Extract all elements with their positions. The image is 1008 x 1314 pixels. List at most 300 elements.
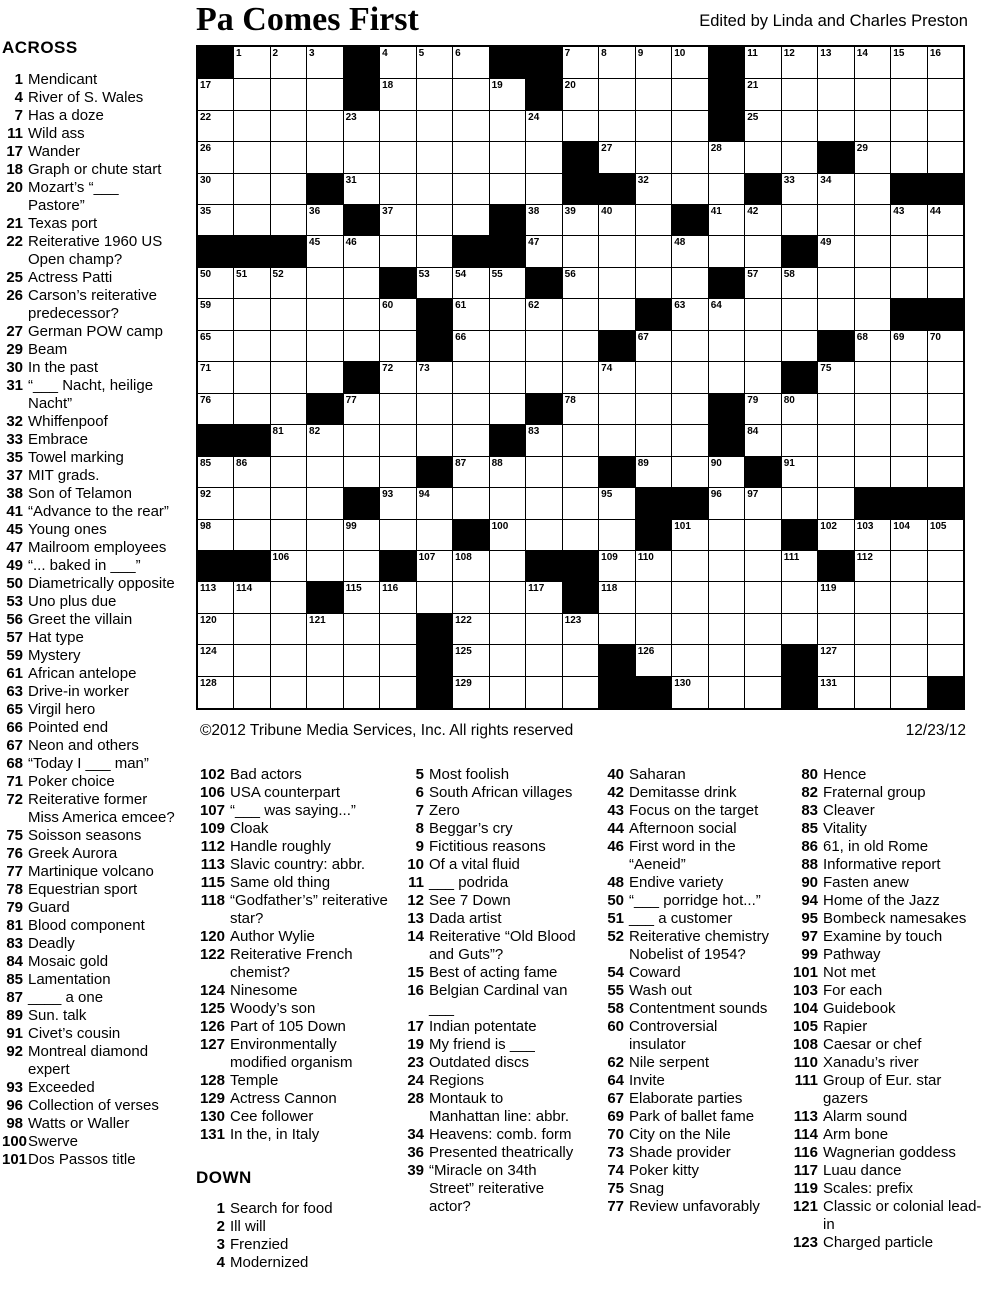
grid-cell[interactable] bbox=[745, 46, 782, 79]
grid-cell[interactable] bbox=[562, 488, 599, 519]
grid-cell[interactable] bbox=[307, 362, 344, 393]
grid-cell[interactable] bbox=[453, 456, 490, 487]
grid-cell[interactable] bbox=[891, 46, 928, 79]
grid-cell[interactable] bbox=[635, 236, 672, 267]
grid-cell[interactable] bbox=[416, 488, 453, 519]
grid-cell[interactable] bbox=[416, 173, 453, 204]
grid-cell[interactable] bbox=[781, 79, 818, 110]
grid-cell[interactable] bbox=[927, 393, 964, 424]
grid-cell[interactable] bbox=[672, 519, 709, 550]
grid-cell[interactable] bbox=[635, 645, 672, 676]
grid-cell[interactable] bbox=[343, 330, 380, 361]
grid-cell[interactable] bbox=[307, 613, 344, 644]
grid-cell[interactable] bbox=[891, 645, 928, 676]
grid-cell[interactable] bbox=[270, 142, 307, 173]
grid-cell[interactable] bbox=[197, 393, 234, 424]
grid-cell[interactable] bbox=[307, 488, 344, 519]
grid-cell[interactable] bbox=[891, 613, 928, 644]
grid-cell[interactable] bbox=[854, 393, 891, 424]
grid-cell[interactable] bbox=[672, 550, 709, 581]
grid-cell[interactable] bbox=[927, 613, 964, 644]
grid-cell[interactable] bbox=[453, 330, 490, 361]
grid-cell[interactable] bbox=[781, 393, 818, 424]
grid-cell[interactable] bbox=[343, 456, 380, 487]
grid-cell[interactable] bbox=[234, 488, 271, 519]
grid-cell[interactable] bbox=[672, 676, 709, 709]
grid-cell[interactable] bbox=[489, 142, 526, 173]
grid-cell[interactable] bbox=[708, 488, 745, 519]
grid-cell[interactable] bbox=[927, 519, 964, 550]
grid-cell[interactable] bbox=[270, 393, 307, 424]
grid-cell[interactable] bbox=[854, 330, 891, 361]
grid-cell[interactable] bbox=[708, 204, 745, 235]
grid-cell[interactable] bbox=[270, 550, 307, 581]
grid-cell[interactable] bbox=[891, 204, 928, 235]
grid-cell[interactable] bbox=[708, 456, 745, 487]
grid-cell[interactable] bbox=[781, 330, 818, 361]
grid-cell[interactable] bbox=[380, 173, 417, 204]
grid-cell[interactable] bbox=[307, 519, 344, 550]
grid-cell[interactable] bbox=[416, 46, 453, 79]
grid-cell[interactable] bbox=[599, 425, 636, 456]
grid-cell[interactable] bbox=[672, 142, 709, 173]
grid-cell[interactable] bbox=[416, 519, 453, 550]
grid-cell[interactable] bbox=[489, 267, 526, 298]
grid-cell[interactable] bbox=[562, 204, 599, 235]
grid-cell[interactable] bbox=[672, 173, 709, 204]
grid-cell[interactable] bbox=[672, 110, 709, 141]
grid-cell[interactable] bbox=[489, 79, 526, 110]
grid-cell[interactable] bbox=[927, 645, 964, 676]
grid-cell[interactable] bbox=[854, 79, 891, 110]
grid-cell[interactable] bbox=[234, 267, 271, 298]
grid-cell[interactable] bbox=[343, 519, 380, 550]
grid-cell[interactable] bbox=[927, 236, 964, 267]
grid-cell[interactable] bbox=[891, 393, 928, 424]
grid-cell[interactable] bbox=[854, 173, 891, 204]
grid-cell[interactable] bbox=[453, 142, 490, 173]
grid-cell[interactable] bbox=[453, 582, 490, 613]
grid-cell[interactable] bbox=[891, 110, 928, 141]
grid-cell[interactable] bbox=[818, 173, 855, 204]
grid-cell[interactable] bbox=[599, 299, 636, 330]
grid-cell[interactable] bbox=[380, 362, 417, 393]
grid-cell[interactable] bbox=[489, 173, 526, 204]
grid-cell[interactable] bbox=[562, 362, 599, 393]
grid-cell[interactable] bbox=[854, 236, 891, 267]
grid-cell[interactable] bbox=[854, 267, 891, 298]
grid-cell[interactable] bbox=[343, 613, 380, 644]
grid-cell[interactable] bbox=[562, 46, 599, 79]
grid-cell[interactable] bbox=[818, 204, 855, 235]
grid-cell[interactable] bbox=[927, 267, 964, 298]
grid-cell[interactable] bbox=[562, 456, 599, 487]
grid-cell[interactable] bbox=[343, 550, 380, 581]
grid-cell[interactable] bbox=[489, 676, 526, 709]
grid-cell[interactable] bbox=[927, 550, 964, 581]
grid-cell[interactable] bbox=[197, 299, 234, 330]
grid-cell[interactable] bbox=[453, 110, 490, 141]
grid-cell[interactable] bbox=[927, 425, 964, 456]
grid-cell[interactable] bbox=[270, 582, 307, 613]
grid-cell[interactable] bbox=[343, 676, 380, 709]
grid-cell[interactable] bbox=[927, 204, 964, 235]
grid-cell[interactable] bbox=[380, 645, 417, 676]
grid-cell[interactable] bbox=[599, 362, 636, 393]
grid-cell[interactable] bbox=[489, 110, 526, 141]
grid-cell[interactable] bbox=[453, 79, 490, 110]
grid-cell[interactable] bbox=[854, 582, 891, 613]
grid-cell[interactable] bbox=[526, 362, 563, 393]
grid-cell[interactable] bbox=[745, 425, 782, 456]
grid-cell[interactable] bbox=[234, 110, 271, 141]
grid-cell[interactable] bbox=[270, 267, 307, 298]
grid-cell[interactable] bbox=[854, 425, 891, 456]
grid-cell[interactable] bbox=[453, 362, 490, 393]
grid-cell[interactable] bbox=[234, 299, 271, 330]
grid-cell[interactable] bbox=[234, 173, 271, 204]
grid-cell[interactable] bbox=[453, 267, 490, 298]
grid-cell[interactable] bbox=[927, 110, 964, 141]
grid-cell[interactable] bbox=[599, 79, 636, 110]
grid-cell[interactable] bbox=[416, 79, 453, 110]
grid-cell[interactable] bbox=[526, 330, 563, 361]
grid-cell[interactable] bbox=[234, 645, 271, 676]
grid-cell[interactable] bbox=[745, 550, 782, 581]
grid-cell[interactable] bbox=[380, 582, 417, 613]
grid-cell[interactable] bbox=[599, 236, 636, 267]
grid-cell[interactable] bbox=[197, 204, 234, 235]
grid-cell[interactable] bbox=[526, 142, 563, 173]
grid-cell[interactable] bbox=[197, 676, 234, 709]
grid-cell[interactable] bbox=[635, 362, 672, 393]
grid-cell[interactable] bbox=[891, 236, 928, 267]
grid-cell[interactable] bbox=[635, 46, 672, 79]
grid-cell[interactable] bbox=[891, 362, 928, 393]
grid-cell[interactable] bbox=[307, 46, 344, 79]
grid-cell[interactable] bbox=[526, 645, 563, 676]
grid-cell[interactable] bbox=[307, 330, 344, 361]
grid-cell[interactable] bbox=[489, 362, 526, 393]
grid-cell[interactable] bbox=[635, 142, 672, 173]
grid-cell[interactable] bbox=[343, 110, 380, 141]
grid-cell[interactable] bbox=[526, 676, 563, 709]
grid-cell[interactable] bbox=[635, 613, 672, 644]
grid-cell[interactable] bbox=[270, 519, 307, 550]
grid-cell[interactable] bbox=[562, 519, 599, 550]
grid-cell[interactable] bbox=[197, 267, 234, 298]
grid-cell[interactable] bbox=[343, 582, 380, 613]
grid-cell[interactable] bbox=[453, 393, 490, 424]
grid-cell[interactable] bbox=[197, 142, 234, 173]
grid-cell[interactable] bbox=[197, 613, 234, 644]
grid-cell[interactable] bbox=[234, 79, 271, 110]
grid-cell[interactable] bbox=[380, 204, 417, 235]
grid-cell[interactable] bbox=[270, 330, 307, 361]
grid-cell[interactable] bbox=[672, 393, 709, 424]
grid-cell[interactable] bbox=[416, 393, 453, 424]
grid-cell[interactable] bbox=[416, 267, 453, 298]
grid-cell[interactable] bbox=[307, 676, 344, 709]
grid-cell[interactable] bbox=[745, 582, 782, 613]
grid-cell[interactable] bbox=[708, 645, 745, 676]
grid-cell[interactable] bbox=[270, 613, 307, 644]
grid-cell[interactable] bbox=[307, 425, 344, 456]
grid-cell[interactable] bbox=[818, 267, 855, 298]
grid-cell[interactable] bbox=[197, 582, 234, 613]
grid-cell[interactable] bbox=[854, 613, 891, 644]
grid-cell[interactable] bbox=[270, 46, 307, 79]
grid-cell[interactable] bbox=[343, 425, 380, 456]
grid-cell[interactable] bbox=[781, 110, 818, 141]
grid-cell[interactable] bbox=[489, 645, 526, 676]
grid-cell[interactable] bbox=[745, 79, 782, 110]
grid-cell[interactable] bbox=[453, 550, 490, 581]
grid-cell[interactable] bbox=[380, 46, 417, 79]
grid-cell[interactable] bbox=[599, 267, 636, 298]
grid-cell[interactable] bbox=[562, 330, 599, 361]
grid-cell[interactable] bbox=[854, 645, 891, 676]
grid-cell[interactable] bbox=[781, 456, 818, 487]
grid-cell[interactable] bbox=[380, 330, 417, 361]
grid-cell[interactable] bbox=[489, 582, 526, 613]
grid-cell[interactable] bbox=[234, 456, 271, 487]
grid-cell[interactable] bbox=[562, 267, 599, 298]
grid-cell[interactable] bbox=[453, 488, 490, 519]
grid-cell[interactable] bbox=[380, 519, 417, 550]
grid-cell[interactable] bbox=[197, 110, 234, 141]
grid-cell[interactable] bbox=[635, 393, 672, 424]
grid-cell[interactable] bbox=[562, 645, 599, 676]
grid-cell[interactable] bbox=[854, 456, 891, 487]
grid-cell[interactable] bbox=[307, 110, 344, 141]
grid-cell[interactable] bbox=[708, 142, 745, 173]
grid-cell[interactable] bbox=[526, 456, 563, 487]
grid-cell[interactable] bbox=[818, 676, 855, 709]
grid-cell[interactable] bbox=[927, 330, 964, 361]
grid-cell[interactable] bbox=[526, 519, 563, 550]
grid-cell[interactable] bbox=[307, 79, 344, 110]
grid-cell[interactable] bbox=[708, 362, 745, 393]
grid-cell[interactable] bbox=[745, 299, 782, 330]
grid-cell[interactable] bbox=[343, 236, 380, 267]
grid-cell[interactable] bbox=[854, 142, 891, 173]
grid-cell[interactable] bbox=[453, 645, 490, 676]
grid-cell[interactable] bbox=[708, 550, 745, 581]
grid-cell[interactable] bbox=[781, 142, 818, 173]
grid-cell[interactable] bbox=[197, 645, 234, 676]
grid-cell[interactable] bbox=[380, 79, 417, 110]
grid-cell[interactable] bbox=[380, 299, 417, 330]
grid-cell[interactable] bbox=[270, 676, 307, 709]
grid-cell[interactable] bbox=[526, 236, 563, 267]
grid-cell[interactable] bbox=[672, 582, 709, 613]
grid-cell[interactable] bbox=[672, 425, 709, 456]
grid-cell[interactable] bbox=[453, 173, 490, 204]
grid-cell[interactable] bbox=[343, 299, 380, 330]
grid-cell[interactable] bbox=[234, 204, 271, 235]
grid-cell[interactable] bbox=[599, 550, 636, 581]
grid-cell[interactable] bbox=[489, 393, 526, 424]
grid-cell[interactable] bbox=[489, 613, 526, 644]
grid-cell[interactable] bbox=[234, 613, 271, 644]
grid-cell[interactable] bbox=[818, 582, 855, 613]
grid-cell[interactable] bbox=[234, 519, 271, 550]
grid-cell[interactable] bbox=[635, 425, 672, 456]
grid-cell[interactable] bbox=[526, 204, 563, 235]
grid-cell[interactable] bbox=[672, 299, 709, 330]
grid-cell[interactable] bbox=[307, 299, 344, 330]
grid-cell[interactable] bbox=[708, 582, 745, 613]
grid-cell[interactable] bbox=[781, 46, 818, 79]
grid-cell[interactable] bbox=[270, 488, 307, 519]
grid-cell[interactable] bbox=[343, 173, 380, 204]
grid-cell[interactable] bbox=[453, 613, 490, 644]
grid-cell[interactable] bbox=[854, 299, 891, 330]
grid-cell[interactable] bbox=[854, 46, 891, 79]
grid-cell[interactable] bbox=[599, 613, 636, 644]
grid-cell[interactable] bbox=[818, 519, 855, 550]
grid-cell[interactable] bbox=[781, 299, 818, 330]
grid-cell[interactable] bbox=[781, 204, 818, 235]
grid-cell[interactable] bbox=[599, 393, 636, 424]
grid-cell[interactable] bbox=[745, 645, 782, 676]
grid-cell[interactable] bbox=[818, 393, 855, 424]
grid-cell[interactable] bbox=[526, 110, 563, 141]
grid-cell[interactable] bbox=[416, 550, 453, 581]
grid-cell[interactable] bbox=[307, 142, 344, 173]
grid-cell[interactable] bbox=[891, 456, 928, 487]
grid-cell[interactable] bbox=[635, 79, 672, 110]
grid-cell[interactable] bbox=[489, 519, 526, 550]
grid-cell[interactable] bbox=[927, 142, 964, 173]
grid-cell[interactable] bbox=[380, 110, 417, 141]
grid-cell[interactable] bbox=[307, 204, 344, 235]
grid-cell[interactable] bbox=[854, 676, 891, 709]
grid-cell[interactable] bbox=[818, 46, 855, 79]
grid-cell[interactable] bbox=[745, 613, 782, 644]
grid-cell[interactable] bbox=[891, 79, 928, 110]
grid-cell[interactable] bbox=[270, 173, 307, 204]
grid-cell[interactable] bbox=[745, 488, 782, 519]
grid-cell[interactable] bbox=[197, 519, 234, 550]
grid-cell[interactable] bbox=[891, 425, 928, 456]
grid-cell[interactable] bbox=[526, 173, 563, 204]
grid-cell[interactable] bbox=[891, 676, 928, 709]
grid-cell[interactable] bbox=[562, 299, 599, 330]
grid-cell[interactable] bbox=[927, 79, 964, 110]
grid-cell[interactable] bbox=[672, 362, 709, 393]
grid-cell[interactable] bbox=[818, 236, 855, 267]
grid-cell[interactable] bbox=[380, 425, 417, 456]
grid-cell[interactable] bbox=[234, 676, 271, 709]
grid-cell[interactable] bbox=[672, 46, 709, 79]
grid-cell[interactable] bbox=[562, 676, 599, 709]
grid-cell[interactable] bbox=[489, 550, 526, 581]
grid-cell[interactable] bbox=[380, 676, 417, 709]
grid-cell[interactable] bbox=[745, 393, 782, 424]
grid-cell[interactable] bbox=[745, 676, 782, 709]
grid-cell[interactable] bbox=[891, 330, 928, 361]
grid-cell[interactable] bbox=[416, 236, 453, 267]
grid-cell[interactable] bbox=[635, 330, 672, 361]
grid-cell[interactable] bbox=[708, 330, 745, 361]
grid-cell[interactable] bbox=[745, 267, 782, 298]
grid-cell[interactable] bbox=[708, 676, 745, 709]
grid-cell[interactable] bbox=[672, 267, 709, 298]
grid-cell[interactable] bbox=[526, 488, 563, 519]
grid-cell[interactable] bbox=[343, 267, 380, 298]
grid-cell[interactable] bbox=[562, 236, 599, 267]
grid-cell[interactable] bbox=[599, 110, 636, 141]
grid-cell[interactable] bbox=[818, 362, 855, 393]
grid-cell[interactable] bbox=[380, 236, 417, 267]
grid-cell[interactable] bbox=[781, 267, 818, 298]
grid-cell[interactable] bbox=[927, 362, 964, 393]
grid-cell[interactable] bbox=[599, 519, 636, 550]
grid-cell[interactable] bbox=[307, 456, 344, 487]
grid-cell[interactable] bbox=[453, 204, 490, 235]
grid-cell[interactable] bbox=[818, 488, 855, 519]
grid-cell[interactable] bbox=[599, 582, 636, 613]
grid-cell[interactable] bbox=[672, 645, 709, 676]
grid-cell[interactable] bbox=[599, 488, 636, 519]
grid-cell[interactable] bbox=[526, 582, 563, 613]
grid-cell[interactable] bbox=[453, 46, 490, 79]
grid-cell[interactable] bbox=[781, 550, 818, 581]
grid-cell[interactable] bbox=[380, 142, 417, 173]
grid-cell[interactable] bbox=[270, 79, 307, 110]
grid-cell[interactable] bbox=[307, 550, 344, 581]
grid-cell[interactable] bbox=[197, 330, 234, 361]
grid-cell[interactable] bbox=[708, 613, 745, 644]
grid-cell[interactable] bbox=[307, 236, 344, 267]
grid-cell[interactable] bbox=[781, 425, 818, 456]
grid-cell[interactable] bbox=[562, 613, 599, 644]
grid-cell[interactable] bbox=[416, 582, 453, 613]
grid-cell[interactable] bbox=[270, 299, 307, 330]
grid-cell[interactable] bbox=[891, 519, 928, 550]
grid-cell[interactable] bbox=[599, 46, 636, 79]
grid-cell[interactable] bbox=[416, 142, 453, 173]
grid-cell[interactable] bbox=[489, 330, 526, 361]
grid-cell[interactable] bbox=[416, 362, 453, 393]
grid-cell[interactable] bbox=[307, 267, 344, 298]
grid-cell[interactable] bbox=[781, 488, 818, 519]
grid-cell[interactable] bbox=[672, 79, 709, 110]
grid-cell[interactable] bbox=[927, 456, 964, 487]
grid-cell[interactable] bbox=[672, 236, 709, 267]
grid-cell[interactable] bbox=[818, 299, 855, 330]
grid-cell[interactable] bbox=[818, 456, 855, 487]
grid-cell[interactable] bbox=[745, 236, 782, 267]
grid-cell[interactable] bbox=[380, 613, 417, 644]
grid-cell[interactable] bbox=[562, 79, 599, 110]
grid-cell[interactable] bbox=[745, 110, 782, 141]
grid-cell[interactable] bbox=[562, 110, 599, 141]
grid-cell[interactable] bbox=[270, 362, 307, 393]
grid-cell[interactable] bbox=[672, 330, 709, 361]
grid-cell[interactable] bbox=[489, 456, 526, 487]
grid-cell[interactable] bbox=[708, 236, 745, 267]
grid-cell[interactable] bbox=[197, 456, 234, 487]
grid-cell[interactable] bbox=[343, 393, 380, 424]
grid-cell[interactable] bbox=[745, 142, 782, 173]
grid-cell[interactable] bbox=[781, 613, 818, 644]
grid-cell[interactable] bbox=[672, 613, 709, 644]
grid-cell[interactable] bbox=[526, 425, 563, 456]
grid-cell[interactable] bbox=[745, 330, 782, 361]
